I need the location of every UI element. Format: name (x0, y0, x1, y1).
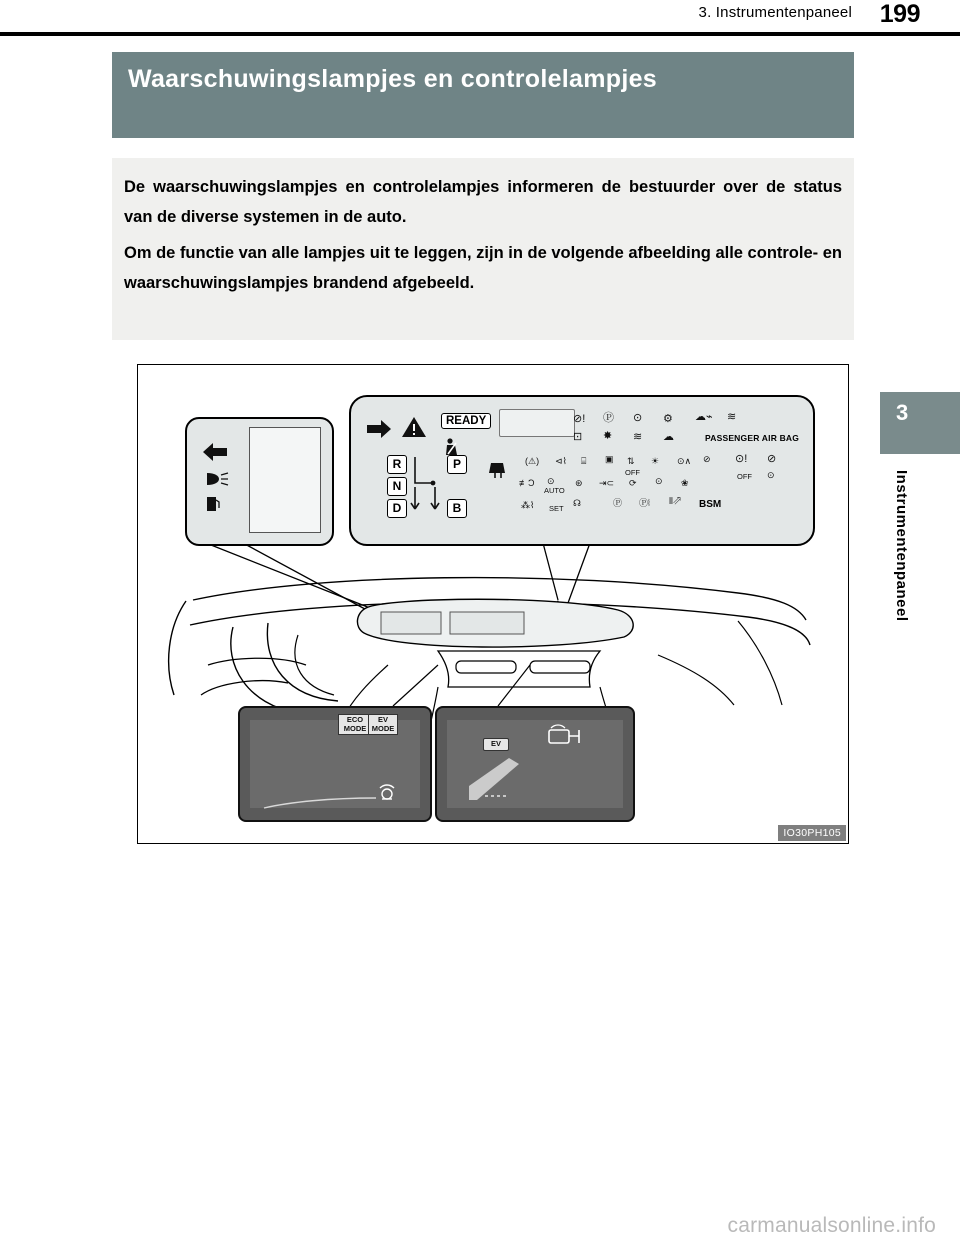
shift-gate-diagram (409, 453, 449, 519)
ev-bar-graphic (463, 752, 537, 804)
charging-plug-icon (545, 724, 585, 750)
intro-paragraph-2: Om de functie van alle lampjes uit te leggen, zijn in de volgende afbeelding alle controle- en waarschuwingslampjes brandend afgebeeld. (124, 244, 842, 292)
tire-pressure-icon: (⚠) (525, 456, 540, 466)
rear-fog-icon: ☁ (663, 431, 674, 443)
high-beam-icon: ☀ (651, 456, 660, 466)
chapter-tab-number: 3 (896, 400, 909, 425)
parking-sensor-icon: Ⓟ⦚ (639, 498, 650, 508)
hybrid-system-icon: ✸ (603, 430, 613, 442)
master-warning-icon (401, 415, 427, 439)
bsm-label: BSM (699, 499, 722, 510)
parking-brake-icon: Ⓟ (603, 412, 614, 424)
shift-position-d: D (387, 499, 407, 518)
abs-icon: ⊘! (573, 413, 586, 425)
airbag-off-label: OFF (737, 472, 752, 481)
turn-signal-left-icon (201, 441, 231, 463)
defogger-icon: ⌸ (581, 456, 587, 466)
seat-heater-icon: ⁂⌇ (521, 500, 535, 510)
headlight-levelling-icon: ☁⌁ (695, 411, 713, 423)
cluster-right-panel (349, 395, 815, 546)
radar-cruise-icon: ⟳ (629, 478, 637, 488)
page-title: Waarschuwingslampjes en controlelampjes (128, 65, 657, 93)
shift-position-p: P (447, 455, 467, 474)
headlight-icon (203, 471, 229, 487)
parking-assist-icon: Ⓟ (613, 498, 623, 508)
cruise-control-icon: ⊙ (655, 476, 663, 486)
windscreen-washer-icon: ⊲⌇ (555, 456, 567, 466)
battery-icon: ▣ (605, 454, 614, 464)
ev-badge: EV (483, 738, 509, 751)
set-label: SET (549, 504, 564, 513)
chapter-tab-label: Instrumentenpaneel (893, 470, 910, 622)
head-up-display-panel (238, 706, 432, 822)
passenger-airbag-on-icon: ⊙! (735, 453, 748, 465)
multi-information-display (499, 409, 575, 437)
site-watermark: carmanualsonline.info (727, 1214, 936, 1237)
brake-warning-icon: ⊙ (633, 412, 643, 424)
section-title-bar (112, 52, 854, 138)
ev-drive-mode-icon: ⊛ (575, 478, 583, 488)
passenger-airbag-off-icon: ⊘ (767, 453, 777, 465)
cluster-left-panel (185, 417, 334, 546)
page-number: 199 (879, 0, 920, 28)
figure-instrument-cluster (137, 364, 849, 844)
ev-charge-display-panel (435, 706, 635, 822)
lane-departure-off-label: OFF (625, 468, 640, 477)
shift-position-r: R (387, 455, 407, 474)
header-chapter-title: 3. Instrumentenpaneel (698, 4, 852, 21)
intro-paragraph-1: De waarschuwingslampjes en controlelampjes informeren de bestuurder over de status van de diverse systemen in de auto. (124, 178, 842, 226)
auto-label: AUTO (544, 486, 565, 495)
low-fuel-icon (205, 495, 221, 513)
auto-light-icon: ⊙ (547, 476, 555, 486)
left-display-window (249, 427, 321, 533)
rear-camera-icon: ☊ (573, 498, 581, 508)
eco-drive-icon: ❀ (681, 478, 689, 488)
intro-box (112, 158, 854, 340)
header-divider (0, 32, 960, 36)
front-fog-icon: ≋ (727, 411, 737, 423)
charging-system-icon: ≋ (633, 431, 643, 443)
ready-indicator: READY (441, 413, 491, 429)
engine-malfunction-icon: ⚙ (663, 413, 673, 425)
fog-lamp-icon: ≢Ɔ (519, 478, 535, 488)
auto-high-beam-icon: ⊙∧ (677, 456, 692, 466)
turn-signal-right-icon (365, 419, 393, 439)
brake-system-icon (487, 459, 509, 479)
immobiliser-icon: ⊙ (767, 470, 775, 480)
chapter-tab (880, 392, 960, 454)
page-header (0, 0, 960, 34)
slip-indicator-icon: ⊘ (703, 454, 711, 464)
figure-code: IO30PH105 (778, 825, 846, 841)
passenger-air-bag-label: PASSENGER AIR BAG (705, 433, 800, 443)
hud-road-graphic (260, 786, 380, 810)
shift-position-n: N (387, 477, 407, 496)
lane-departure-icon: ⇅ (627, 456, 635, 466)
lkas-icon: ⦀⇗ (669, 496, 681, 506)
ev-mode-badge: EV MODE (368, 714, 398, 735)
eco-mode-badge: ECO MODE (338, 714, 372, 735)
shift-position-b: B (447, 499, 467, 518)
pcs-warning-icon: ⇥⊂ (599, 478, 615, 488)
door-open-icon: ⊡ (573, 431, 583, 443)
